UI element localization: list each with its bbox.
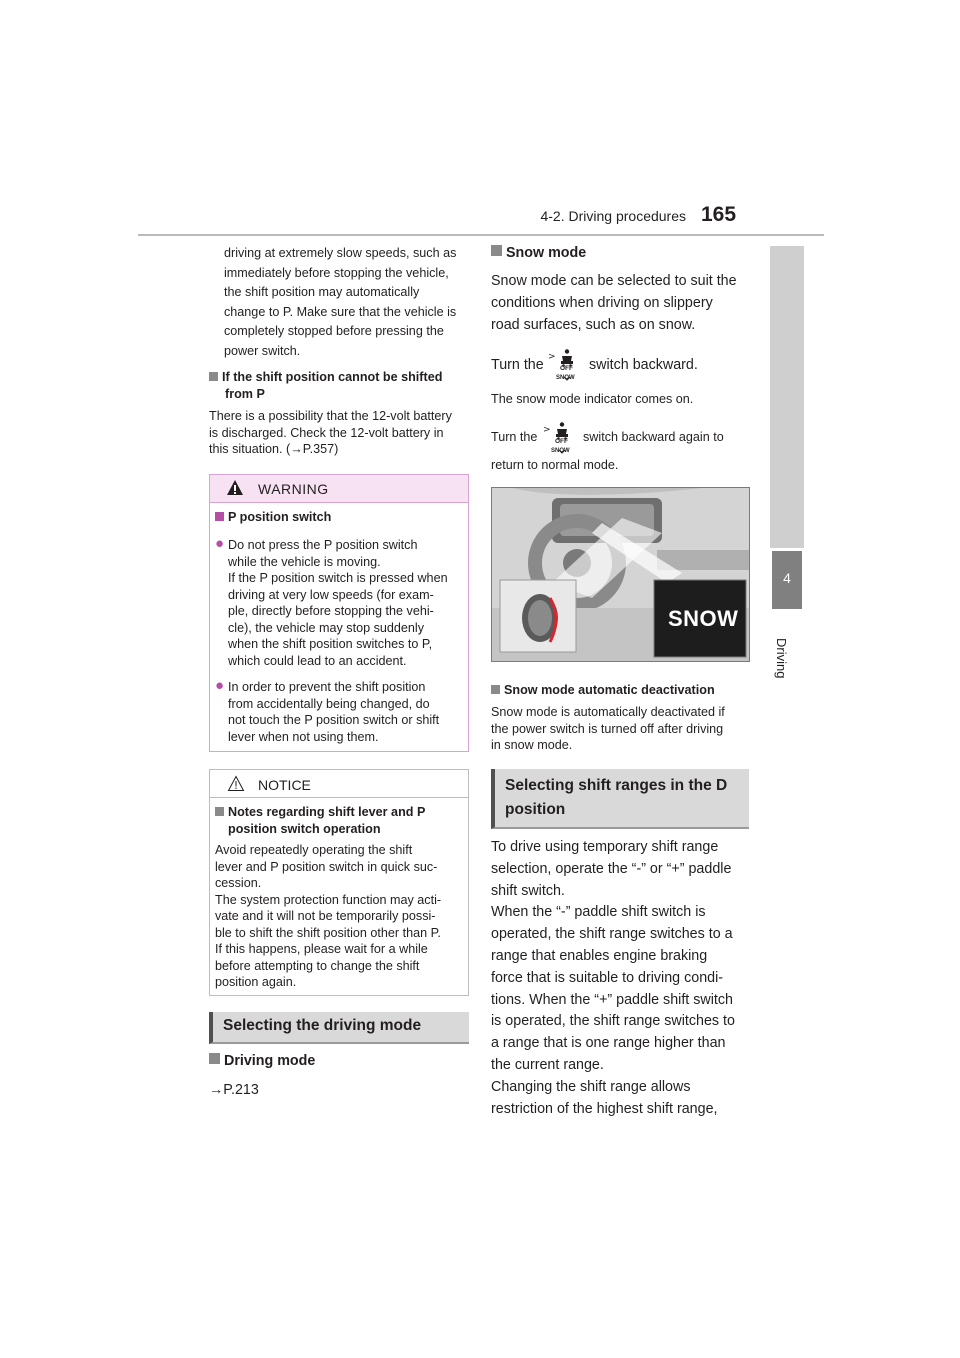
notice-title: NOTICE: [258, 777, 311, 793]
notice-triangle-icon: [227, 775, 245, 792]
square-bullet-icon: [215, 512, 224, 521]
warning-bullet-1: ● Do not press the P position switch while the vehicle is moving. If the P position switch is pressed when driving at very low speeds (for exam- ple, directly before stopping the vehi- cle), the vehicle may stop suddenly when the shift position switches to P, which could lead to an accident.: [215, 535, 448, 668]
warning-triangle-icon: [226, 479, 244, 496]
square-bullet-icon: [491, 685, 500, 694]
snow-switch-off-label: OFF: [555, 438, 568, 445]
driving-mode-heading: Driving mode: [209, 1051, 315, 1073]
return-normal-text: return to normal mode.: [491, 458, 619, 472]
square-bullet-icon: [215, 807, 224, 816]
square-bullet-icon: [209, 372, 218, 381]
shift-p-heading: If the shift position cannot be shifted from P: [209, 369, 469, 402]
snow-mode-heading: Snow mode: [491, 243, 586, 265]
section-heading: Selecting shift ranges in the D position: [505, 777, 728, 818]
turn-again-text: Turn the: [491, 430, 538, 444]
snow-mode-illustration: [491, 487, 750, 662]
turn-switch-line: Turn the: [491, 357, 544, 373]
indicator-text: The snow mode indicator comes on.: [491, 392, 694, 406]
driving-mode-link[interactable]: →P.213: [209, 1082, 259, 1098]
notice-header-rule: [210, 797, 468, 798]
svg-text:>: >: [548, 352, 556, 362]
bullet-dot-icon: ●: [215, 535, 225, 552]
header-rule: [138, 234, 824, 236]
section-title: 4-2. Driving procedures: [540, 208, 686, 224]
notice-text: Avoid repeatedly operating the shift lever and P position switch in quick suc- cession. The system protection function may acti- vate and it will not be temporarily possi- ble to shift the shift position other than P. If this happens, please wait for a while before attempting to change the shift position again.: [215, 843, 442, 989]
section-heading: Selecting the driving mode: [223, 1017, 422, 1034]
section-bar-shift-ranges: [491, 769, 749, 829]
snow-switch-snow-label: SNOW: [556, 375, 575, 381]
svg-text:>: >: [543, 425, 551, 435]
bullet-dot-icon: ●: [215, 677, 225, 694]
warning-header: [210, 475, 468, 503]
snow-mode-intro: Snow mode can be selected to suit the conditions when driving on slippery road surfaces, such as on snow.: [491, 273, 737, 333]
square-bullet-icon: [491, 245, 502, 256]
square-bullet-icon: [209, 1053, 220, 1064]
page-number: 165: [701, 203, 737, 226]
warning-subheading: P position switch: [215, 509, 331, 526]
snow-switch-off-label: OFF: [560, 365, 573, 372]
continued-text: driving at extremely slow speeds, such as immediately before stopping the vehicle, the shift position may automatically change to P. Make sure that the vehicle is completely stopped before pressing the power switch.: [224, 246, 457, 358]
switch-backward-again-text: switch backward again to: [583, 430, 724, 444]
warning-title: WARNING: [258, 481, 329, 497]
chapter-tab-bar: [770, 246, 804, 548]
auto-deactivation-heading: Snow mode automatic deactivation: [491, 682, 715, 699]
shift-p-text: There is a possibility that the 12-volt battery is discharged. Check the 12-volt battery in this situation. (→P.357): [209, 409, 452, 456]
chapter-tab-number[interactable]: 4: [772, 551, 802, 609]
snow-switch-snow-label: SNOW: [551, 448, 570, 454]
snow-display-text: SNOW: [668, 606, 739, 631]
shift-range-text: To drive using temporary shift range selection, operate the “-” or “+” paddle shift switch. When the “-” paddle shift switch is operated, the shift range switches to a range that enables engine braking force that is suitable to driving condi- tions. When the “+” paddle shift switch is operated, the shift range switches to a range that is one range higher than the current range. Changing the shift range allows restriction of the highest shift range,: [491, 839, 735, 1117]
warning-bullet-2: ● In order to prevent the shift position from accidentally being changed, do not touch the P position switch or shift lever when not using them.: [215, 677, 440, 744]
dashboard-illustration: [492, 488, 749, 661]
switch-backward-text: switch backward.: [589, 357, 698, 373]
auto-deactivation-text: Snow mode is automatically deactivated if the power switch is turned off after driving in snow mode.: [491, 705, 725, 752]
notice-subheading: Notes regarding shift lever and P position switch operation: [215, 804, 465, 837]
chapter-tab-label: Driving: [774, 638, 789, 679]
section-bar-driving-mode: [209, 1012, 469, 1044]
